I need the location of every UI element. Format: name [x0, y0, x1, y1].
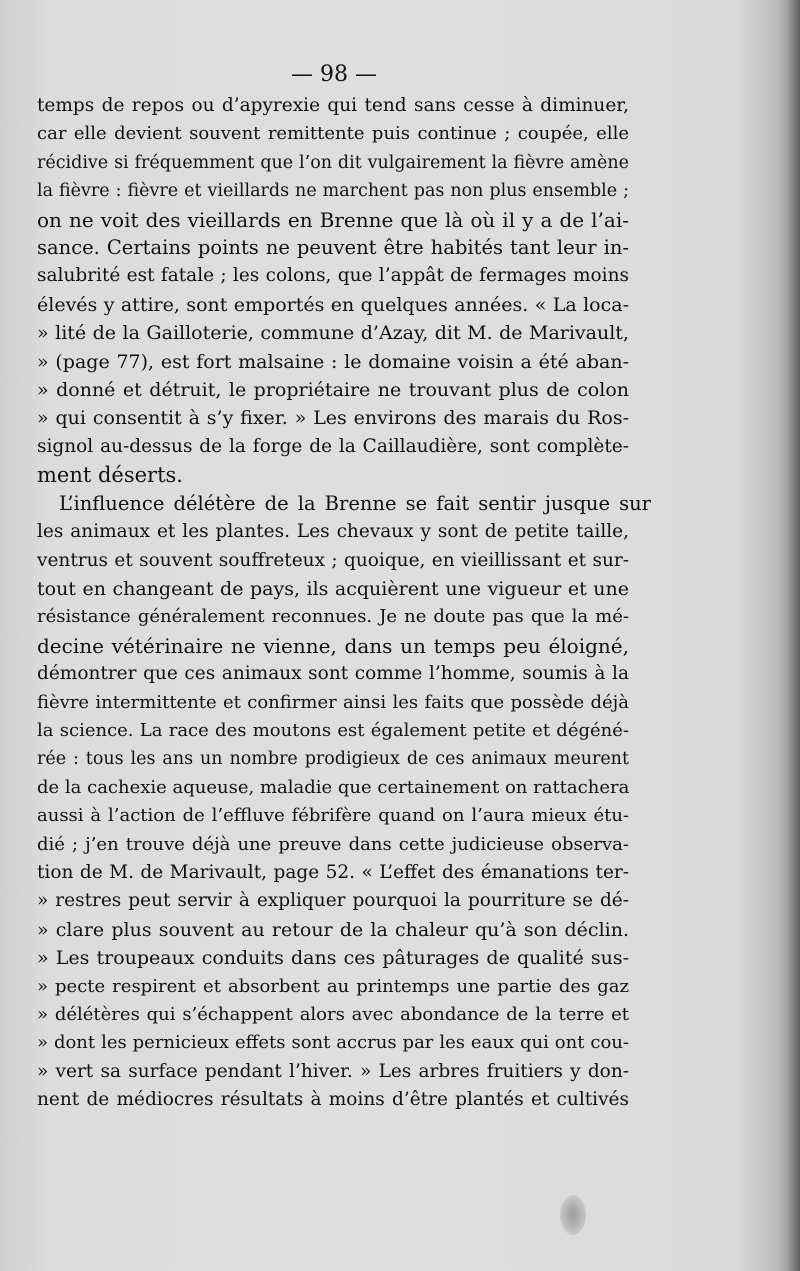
text-line: ment déserts. — [37, 463, 183, 488]
text-line: sance. Certains points ne peuvent être habités tant leur in- — [37, 236, 629, 260]
text-line: » Les troupeaux conduits dans ces pâturages de qualité sus- — [37, 947, 629, 970]
text-line: car elle devient souvent remittente puis continue ; coupée, elle — [37, 123, 629, 145]
text-line: » délétères qui s’échappent alors avec abondance de la terre et — [37, 1004, 629, 1025]
text-line: résistance généralement reconnues. Je ne doute pas que la mé- — [37, 606, 629, 628]
text-line: » vert sa surface pendant l’hiver. » Les arbres fruitiers y don- — [37, 1060, 629, 1082]
text-line: de la cachexie aqueuse, maladie que certainement on rattachera — [37, 776, 630, 798]
text-line: la science. La race des moutons est également petite et dégéné- — [37, 719, 629, 741]
text-line: signol au-dessus de la forge de la Caillaudière, sont complète- — [37, 435, 629, 457]
text-line: » lité de la Gailloterie, commune d’Azay, dit M. de Marivault, — [37, 322, 629, 345]
text-line: salubrité est fatale ; les colons, que l’appât de fermages moins — [37, 265, 629, 287]
ink-smudge — [560, 1195, 586, 1235]
text-line: » qui consentit à s’y fixer. » Les environs des marais du Ros- — [37, 407, 629, 430]
text-line: les animaux et les plantes. Les chevaux y sont de petite taille, — [37, 521, 629, 543]
text-line: decine vétérinaire ne vienne, dans un temps peu éloigné, — [37, 633, 629, 658]
text-line: » restres peut servir à expliquer pourquoi la pourriture se dé- — [37, 890, 629, 912]
paragraph-first-line: L’influence délétère de la Brenne se fait sentir jusque sur — [59, 491, 651, 515]
text-line: récidive si fréquemment que l’on dit vulgairement la fièvre amène — [37, 152, 629, 173]
text-line: » pecte respirent et absorbent au printemps une partie des gaz — [37, 975, 629, 997]
text-line: démontrer que ces animaux sont comme l’homme, soumis à la — [37, 663, 629, 685]
body-text — [37, 92, 651, 1115]
text-line: » clare plus souvent au retour de la chaleur qu’à son déclin. — [37, 918, 629, 941]
text-line: nent de médiocres résultats à moins d’être plantés et cultivés — [37, 1089, 629, 1111]
text-line: la fièvre : fièvre et vieillards ne marchent pas non plus ensemble ; — [37, 181, 629, 202]
text-line: tout en changeant de pays, ils acquièrent une vigueur et une — [37, 577, 629, 600]
text-line: » (page 77), est fort malsaine : le domaine voisin a été aban- — [37, 350, 629, 373]
text-line: dié ; j’en trouve déjà une preuve dans cette judicieuse observa- — [37, 833, 629, 855]
text-line: fièvre intermittente et confirmer ainsi les faits que possède déjà — [37, 691, 629, 713]
text-line: tion de M. de Marivault, page 52. « L’effet des émanations ter- — [37, 861, 629, 883]
text-line: élevés y attire, sont emportés en quelques années. « La loca- — [37, 293, 629, 316]
text-line: rée : tous les ans un nombre prodigieux de ces animaux meurent — [37, 749, 629, 770]
text-line: » dont les pernicieux effets sont accrus par les eaux qui ont cou- — [37, 1032, 629, 1054]
text-line: on ne voit des vieillards en Brenne que là où il y a de l’ai- — [37, 207, 629, 232]
text-line: temps de repos ou d’apyrexie qui tend sans cesse à diminuer, — [37, 95, 629, 116]
page-edge-shadow — [786, 0, 800, 1271]
text-line: » donné et détruit, le propriétaire ne trouvant plus de colon — [37, 379, 629, 402]
page-number: — 98 — — [291, 62, 377, 87]
text-line: ventrus et souvent souffreteux ; quoique, en vieillissant et sur- — [37, 549, 629, 571]
text-line: aussi à l’action de l’effluve fébrifère quand on l’aura mieux étu- — [37, 805, 629, 827]
